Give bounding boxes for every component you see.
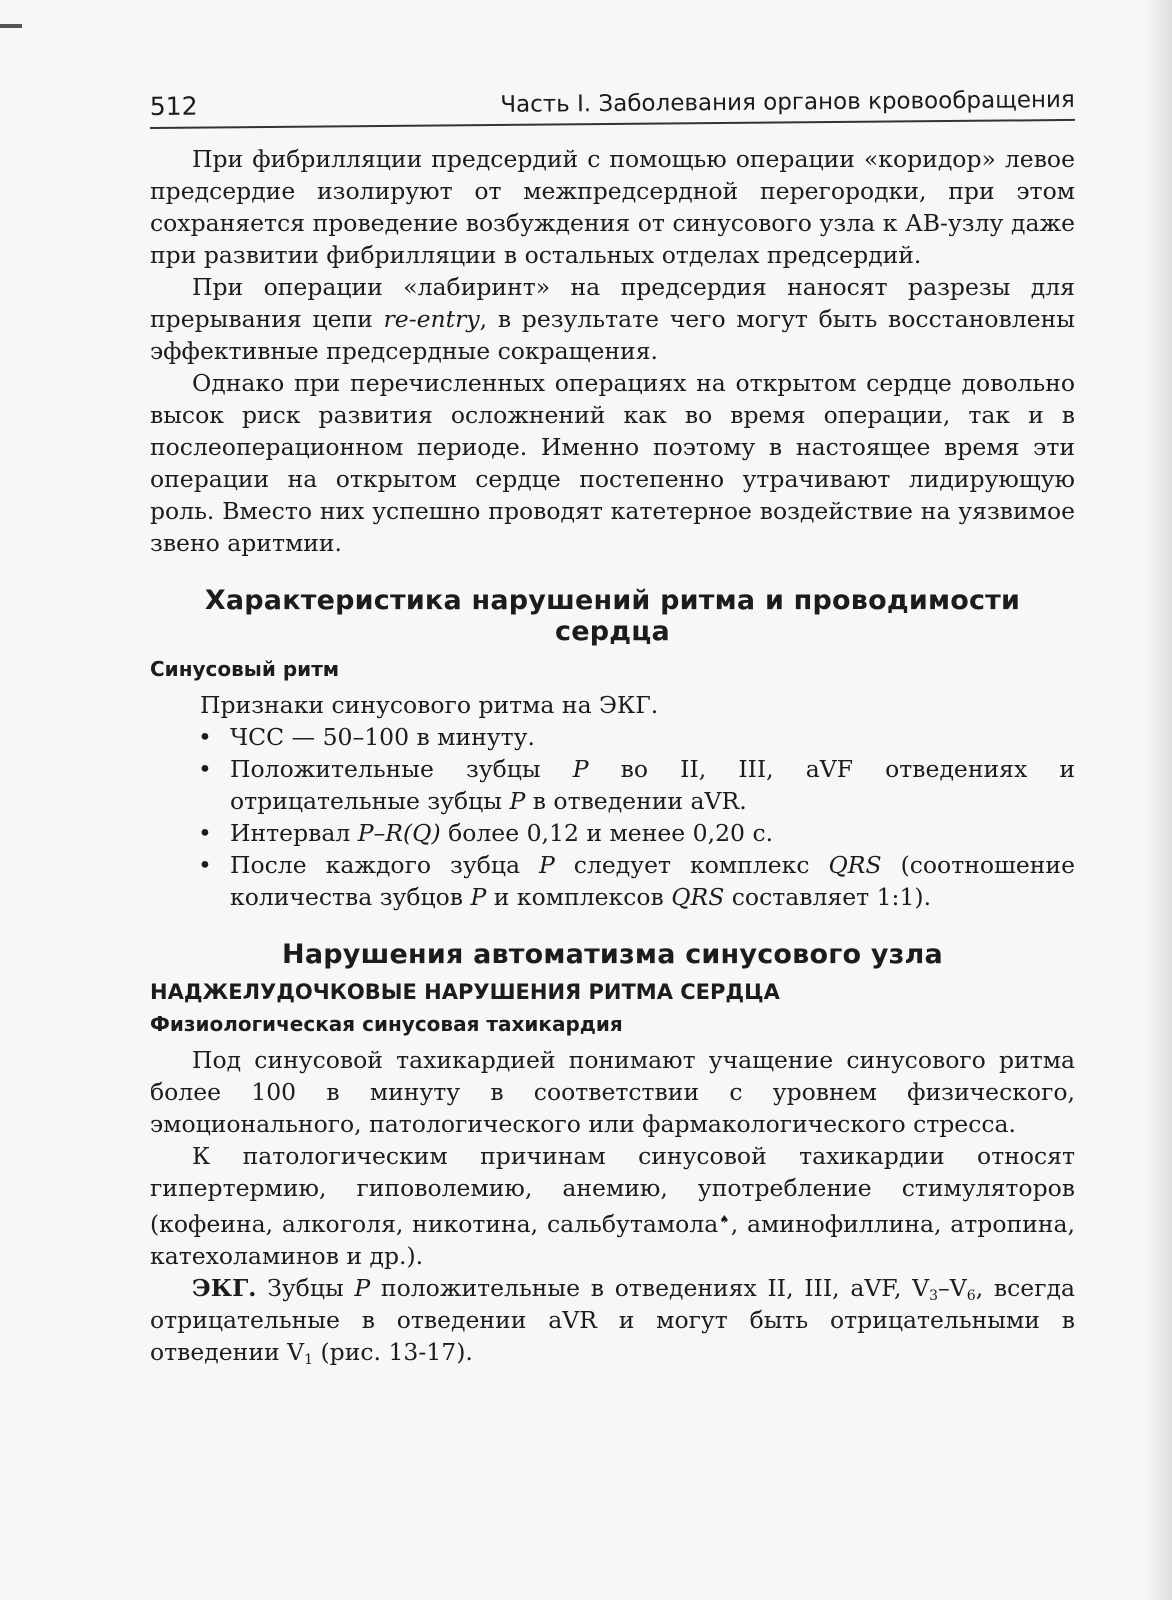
footnote-mark: ♠ (718, 1213, 731, 1226)
italic-term: re-entry (383, 305, 480, 333)
list-lead: Признаки синусового ритма на ЭКГ. (200, 691, 659, 719)
text-run: Интервал (230, 819, 358, 847)
text-run: , аминофиллина, атропина, катехоламинов и др.). (150, 1209, 1075, 1270)
text-run: –V (938, 1273, 967, 1302)
subscript: 3 (929, 1287, 939, 1304)
paragraph (150, 271, 1075, 367)
paragraph: При фибрилляции предсердий с помощью операции «коридор» левое предсердие изолируют от межпредсердной перегородки, при этом сохраняется проведение возбуждения от синусового узла к АВ-узлу даже при развитии фибрилляции в остальных отделах предсердий. (150, 145, 1075, 269)
text-run: Положительные зубцы (230, 755, 573, 783)
italic-term: P (538, 851, 555, 879)
running-title: Часть I. Заболевания органов кровообращения (500, 86, 1075, 118)
text-run: После каждого зубца (230, 851, 539, 879)
italic-term: P–R(Q) (357, 819, 441, 847)
subsection-heading: Синусовый ритм (150, 657, 340, 681)
scan-edge-mark (0, 24, 22, 28)
body-text (150, 143, 1075, 1368)
text-run: (рис. 13-17). (313, 1337, 473, 1366)
text-run: в отведении aVR. (525, 787, 747, 815)
text-run: (соотношение количества зубцов (230, 851, 1075, 911)
text-run: Зубцы (256, 1273, 355, 1302)
list-item (230, 849, 1075, 913)
text-run: , всегда отрицательные в отведении aVR и могут быть отрицательными в отведении V (150, 1273, 1075, 1366)
paragraph (150, 1140, 1075, 1272)
running-header (150, 84, 1075, 129)
subsection-heading: Физиологическая синусовая тахикардия (150, 1012, 623, 1036)
bullet-list (150, 721, 1075, 913)
list-item (230, 817, 1075, 849)
text-run: более 0,12 и менее 0,20 с. (440, 819, 774, 847)
paragraph: Однако при перечисленных операциях на открытом сердце довольно высок риск развития осложнений как во время операции, так и в послеоперационном периоде. Именно поэтому в настоящее время эти операции на открытом сердце постепенно утрачивают лидирующую роль. Вместо них успешно проводят катетерное воздействие на уязвимое звено аритмии. (150, 369, 1075, 557)
paragraph (150, 1272, 1075, 1368)
italic-term: P (572, 755, 589, 783)
italic-term: P (354, 1273, 371, 1302)
text-run: во II, III, aVF отведениях и отрицательные зубцы (230, 755, 1075, 815)
page-number: 512 (149, 91, 198, 122)
bold-label: ЭКГ. (192, 1273, 257, 1302)
italic-term: QRS (671, 883, 725, 911)
text-run: составляет 1:1). (724, 883, 932, 911)
text-run: положительные в отведениях II, III, aVF, V (370, 1273, 930, 1302)
paragraph: Под синусовой тахикардией понимают учащение синусового ритма более 100 в минуту в соответствии с уровнем физического, эмоционального, патологического или фармакологического стресса. (150, 1046, 1075, 1138)
italic-term: P (509, 787, 526, 815)
list-item (230, 753, 1075, 817)
section-heading: Нарушения автоматизма синусового узла (282, 939, 943, 970)
text-run: При операции «лабиринт» на предсердия наносят разрезы для прерывания цепи (150, 273, 1075, 333)
text-run: , в результате чего могут быть восстановлены эффективные предсердные сокращения. (150, 305, 1075, 365)
subscript: 1 (304, 1351, 314, 1368)
subscript: 6 (966, 1287, 976, 1304)
list-item: • ЧСС — 50–100 в минуту. (230, 721, 1075, 753)
section-heading: Характеристика нарушений ритма и проводимости сердца (204, 585, 1021, 647)
text-run: К патологическим причинам синусовой тахикардии относят гипертермию, гиповолемию, анемию, употребление стимуляторов (кофеина, алкоголя, никотина, сальбутамола (150, 1142, 1075, 1238)
italic-term: P (470, 883, 487, 911)
italic-term: QRS (828, 851, 882, 879)
caps-heading: НАДЖЕЛУДОЧКОВЫЕ НАРУШЕНИЯ РИТМА СЕРДЦА (150, 980, 780, 1004)
page-edge-shadow (1146, 0, 1172, 1600)
text-run: и комплексов (486, 883, 672, 911)
text-run: следует комплекс (554, 851, 829, 879)
book-page (149, 86, 1075, 1368)
